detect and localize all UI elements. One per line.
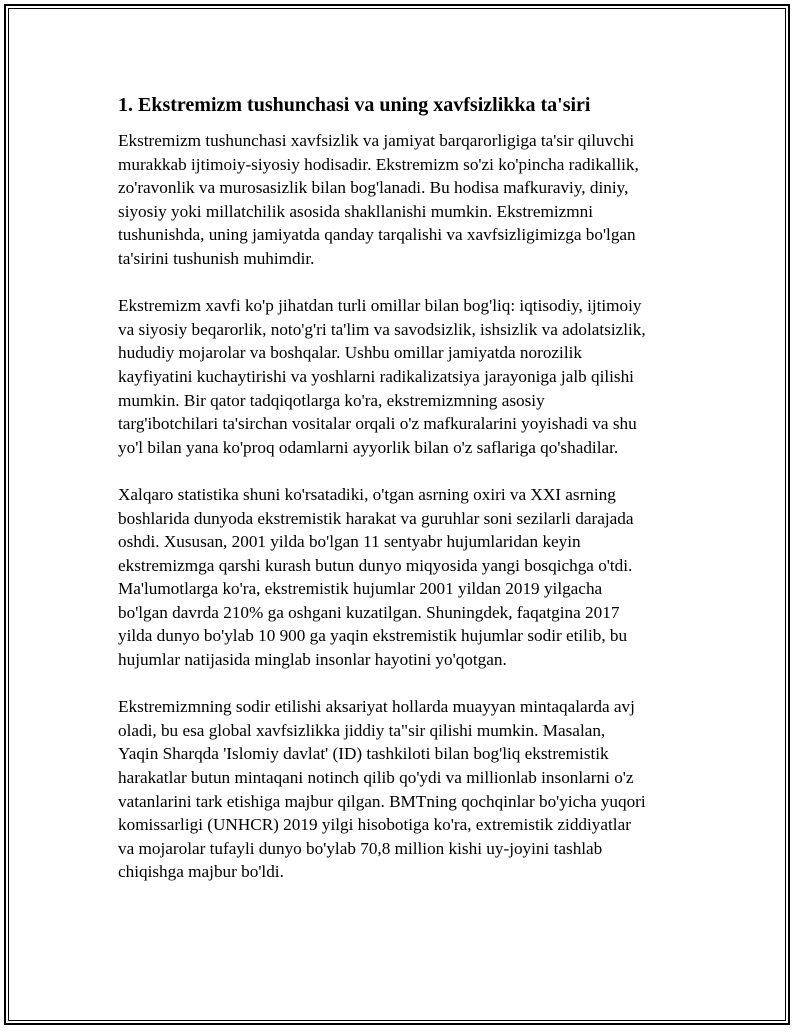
- text-line: vatanlarini tark etishiga majbur qilgan. BMTning qochqinlar bo'yicha yuqori: [118, 791, 646, 811]
- text-line: yo'l bilan yana ko'proq odamlarni ayyorlik bilan o'z saflariga qo'shadilar.: [118, 437, 619, 457]
- text-line: Yaqin Sharqda 'Islomiy davlat' (ID) tashkiloti bilan bog'liq ekstremistik: [118, 744, 609, 764]
- text-line: kayfiyatini kuchaytirishi va yoshlarni radikalizatsiya jarayoniga jalb qilishi: [118, 366, 634, 386]
- text-line: tushunishda, uning jamiyatda qanday tarqalishi va xavfsizligimizga bo'lgan: [118, 225, 636, 245]
- text-line: hujumlar natijasida minglab insonlar hayotini yo'qotgan.: [118, 650, 507, 670]
- paragraph-3: [118, 483, 690, 672]
- document-body: [118, 92, 690, 908]
- text-line: mumkin. Bir qator tadqiqotlarga ko'ra, ekstremizmning asosiy: [118, 390, 545, 410]
- text-line: harakatlar butun mintaqani notinch qilib qo'ydi va millionlab insonlarni o'z: [118, 768, 634, 788]
- text-line: hududiy mojarolar va boshqalar. Ushbu omillar jamiyatda norozilik: [118, 343, 582, 363]
- text-line: targ'ibotchilari ta'sirchan vositalar orqali o'z mafkuralarini yoyishadi va shu: [118, 414, 637, 434]
- text-line: ta'sirini tushunish muhimdir.: [118, 248, 315, 268]
- text-line: zo'ravonlik va murosasizlik bilan bog'lanadi. Bu hodisa mafkuraviy, diniy,: [118, 178, 629, 198]
- text-line: yilda dunyo bo'ylab 10 900 ga yaqin ekstremistik hujumlar sodir etilib, bu: [118, 626, 628, 646]
- text-line: Ekstremizm xavfi ko'p jihatdan turli omillar bilan bog'liq: iqtisodiy, ijtimoiy: [118, 296, 642, 316]
- text-line: ekstremizmga qarshi kurash butun dunyo miqyosida yangi bosqichga o'tdi.: [118, 555, 633, 575]
- paragraph-2: [118, 294, 690, 459]
- paragraph-1: [118, 129, 690, 271]
- text-line: komissarligi (UNHCR) 2019 yilgi hisobotiga ko'ra, extremistik ziddiyatlar: [118, 815, 631, 835]
- text-line: siyosiy yoki millatchilik asosida shakllanishi mumkin. Ekstremizmni: [118, 201, 594, 221]
- text-line: murakkab ijtimoiy-siyosiy hodisadir. Ekstremizm so'zi ko'pincha radikallik,: [118, 154, 639, 174]
- section-heading: 1. Ekstremizm tushunchasi va uning xavfsizlikka ta'siri: [118, 94, 591, 116]
- text-line: Ma'lumotlarga ko'ra, ekstremistik hujumlar 2001 yildan 2019 yilgacha: [118, 579, 603, 599]
- text-line: bo'lgan davrda 210% ga oshgani kuzatilgan. Shuningdek, faqatgina 2017: [118, 602, 620, 622]
- paragraph-4: [118, 695, 690, 884]
- text-line: boshlarida dunyoda ekstremistik harakat va guruhlar soni sezilarli darajada: [118, 508, 634, 528]
- text-line: oladi, bu esa global xavfsizlikka jiddiy ta"sir qilishi mumkin. Masalan,: [118, 720, 606, 740]
- text-line: Ekstremizm tushunchasi xavfsizlik va jamiyat barqarorligiga ta'sir qiluvchi: [118, 131, 635, 150]
- text-line: va siyosiy beqarorlik, noto'g'ri ta'lim va savodsizlik, ishsizlik va adolatsizlik,: [118, 319, 646, 339]
- text-line: oshdi. Xususan, 2001 yilda bo'lgan 11 sentyabr hujumlaridan keyin: [118, 532, 581, 552]
- text-line: Ekstremizmning sodir etilishi aksariyat hollarda muayyan mintaqalarda avj: [118, 697, 635, 717]
- text-line: Xalqaro statistika shuni ko'rsatadiki, o'tgan asrning oxiri va XXI asrning: [118, 484, 616, 504]
- text-line: chiqishga majbur bo'ldi.: [118, 862, 284, 882]
- text-line: va mojarolar tufayli dunyo bo'ylab 70,8 million kishi uy-joyini tashlab: [118, 838, 603, 858]
